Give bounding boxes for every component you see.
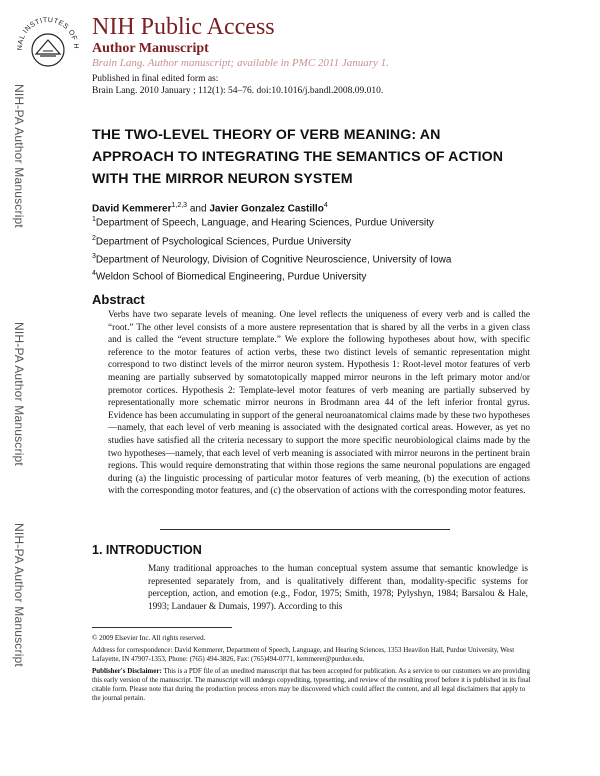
abstract-heading: Abstract: [92, 292, 145, 307]
affiliation-sup: 1: [92, 216, 96, 223]
affiliation-text: Weldon School of Biomedical Engineering, Purdue University: [95, 271, 367, 283]
disclaimer-label: Publisher's Disclaimer:: [92, 667, 162, 675]
published-label: Published in final edited form as:: [92, 74, 219, 84]
side-watermark: NIH-PA Author Manuscript: [12, 84, 26, 228]
affiliation: [92, 216, 434, 228]
article-title: THE TWO-LEVEL THEORY OF VERB MEANING: AN APPROACH TO INTEGRATING THE SEMANTICS OF ACTION WITH THE MIRROR NEURON SYSTEM: [92, 127, 504, 187]
correspondence-note: Address for correspondence: David Kemmerer, Department of Speech, Language, and Hearing Sciences, 1353 Heavilon Hall, Purdue University, West Lafayette, IN 47907-1353, Phone: (765) 494-3826, Fax: (765)494-0771, kemmerer@purdue.edu.: [92, 646, 515, 663]
affiliation-sup: 3: [92, 253, 96, 260]
affiliation-text: Department of Speech, Language, and Hearing Sciences, Purdue University: [95, 217, 434, 229]
disclaimer-text: This is a PDF file of an unedited manuscript that has been accepted for publication. As a service to our customers we are providing this early version of the manuscript. The manuscript will undergo copyediting, typesetting, and review of the resulting proof before it is published in its final citable form. Please note that during the production process errors may be discovered which could affect the content, and all legal disclaimers that apply to the journal pertain.: [92, 667, 531, 702]
section-heading-introduction: 1. INTRODUCTION: [92, 543, 202, 557]
affiliation-text: Department of Psychological Sciences, Purdue University: [95, 236, 352, 248]
publisher-disclaimer: [92, 667, 532, 703]
footnote-divider: [92, 627, 232, 628]
affiliation-sup: 4: [92, 270, 96, 277]
citation-text: Brain Lang. 2010 January ; 112(1): 54–76. doi:10.1016/j.bandl.2008.09.010.: [92, 86, 384, 96]
citation: [92, 86, 383, 96]
author-sup: 4: [323, 202, 328, 209]
author-sup: 1,2,3: [171, 202, 188, 209]
abstract-divider: [160, 529, 450, 530]
svg-text:NATIONAL INSTITUTES OF HEALTH: [12, 14, 79, 50]
affiliation: [92, 253, 451, 265]
nih-logo: [12, 14, 84, 74]
copyright-note: © 2009 Elsevier Inc. All rights reserved.: [92, 634, 206, 642]
author-joiner: and: [189, 203, 207, 215]
header-title: NIH Public Access: [92, 14, 275, 40]
side-watermark: NIH-PA Author Manuscript: [12, 523, 26, 667]
logo-text: NAL INSTITUTES OF H: [16, 16, 80, 51]
affiliation-sup: 2: [92, 235, 96, 242]
introduction-body: Many traditional approaches to the human conceptual system assume that semantic knowledge is represented separately from, and is qualitatively different than, modality-specific systems for perception, action, and emotion (e.g., Fodor, 1975; Smith, 1978; Pylyshyn, 1984; Barsalou & Hale, 1993; Landauer & Dumais, 1997). According to this: [148, 564, 528, 612]
side-watermark: NIH-PA Author Manuscript: [12, 322, 26, 466]
abstract-body: Verbs have two separate levels of meaning. One level reflects the uniqueness of every verb and is called the “root.” The other level consists of a more austere representation that is shared by all the verbs in a given class and is called the “event structure template.” We explore the following hypotheses about how, with specific reference to the motor features of action verbs, these two distinct levels of semantic representation might correspond to two distinct levels of the mirror neuron system. Hypothesis 1: Root-level motor features of verb meaning are partially subserved by somatotopically mapped mirror neurons in the left primary motor and/or premotor cortices. Hypothesis 2: Template-level motor features of verb meaning are partially subserved by representationally more schematic mirror neurons in Brodmann area 44 of the left inferior frontal gyrus. Evidence has been accumulating in support of the general neuroanatomical claims made by these two hypotheses—namely, that each level of verb meaning is associated with the designated cortical areas. However, as yet no studies have satisfied all the criteria necessary to support the more specific neurobiological claims made by the two hypotheses—namely, that each level of verb meaning is associated with mirror neurons in the pertinent brain regions. This would require demonstrating that within those regions the same neuronal populations are engaged during (a) the linguistic processing of particular motor features of verb meaning, (b) the execution of actions with the corresponding motor features, and (c) the observation of actions with the corresponding motor features.: [108, 310, 530, 497]
affiliation: [92, 270, 366, 282]
availability-note: Brain Lang. Author manuscript; available in PMC 2011 January 1.: [92, 57, 389, 69]
affiliation: [92, 235, 351, 247]
header-subtitle: Author Manuscript: [92, 41, 209, 56]
affiliation-text: Department of Neurology, Division of Cognitive Neuroscience, University of Iowa: [95, 254, 452, 266]
author-name: David Kemmerer: [92, 203, 172, 215]
author-line: [92, 202, 328, 214]
author-name: Javier Gonzalez Castillo: [209, 203, 324, 215]
